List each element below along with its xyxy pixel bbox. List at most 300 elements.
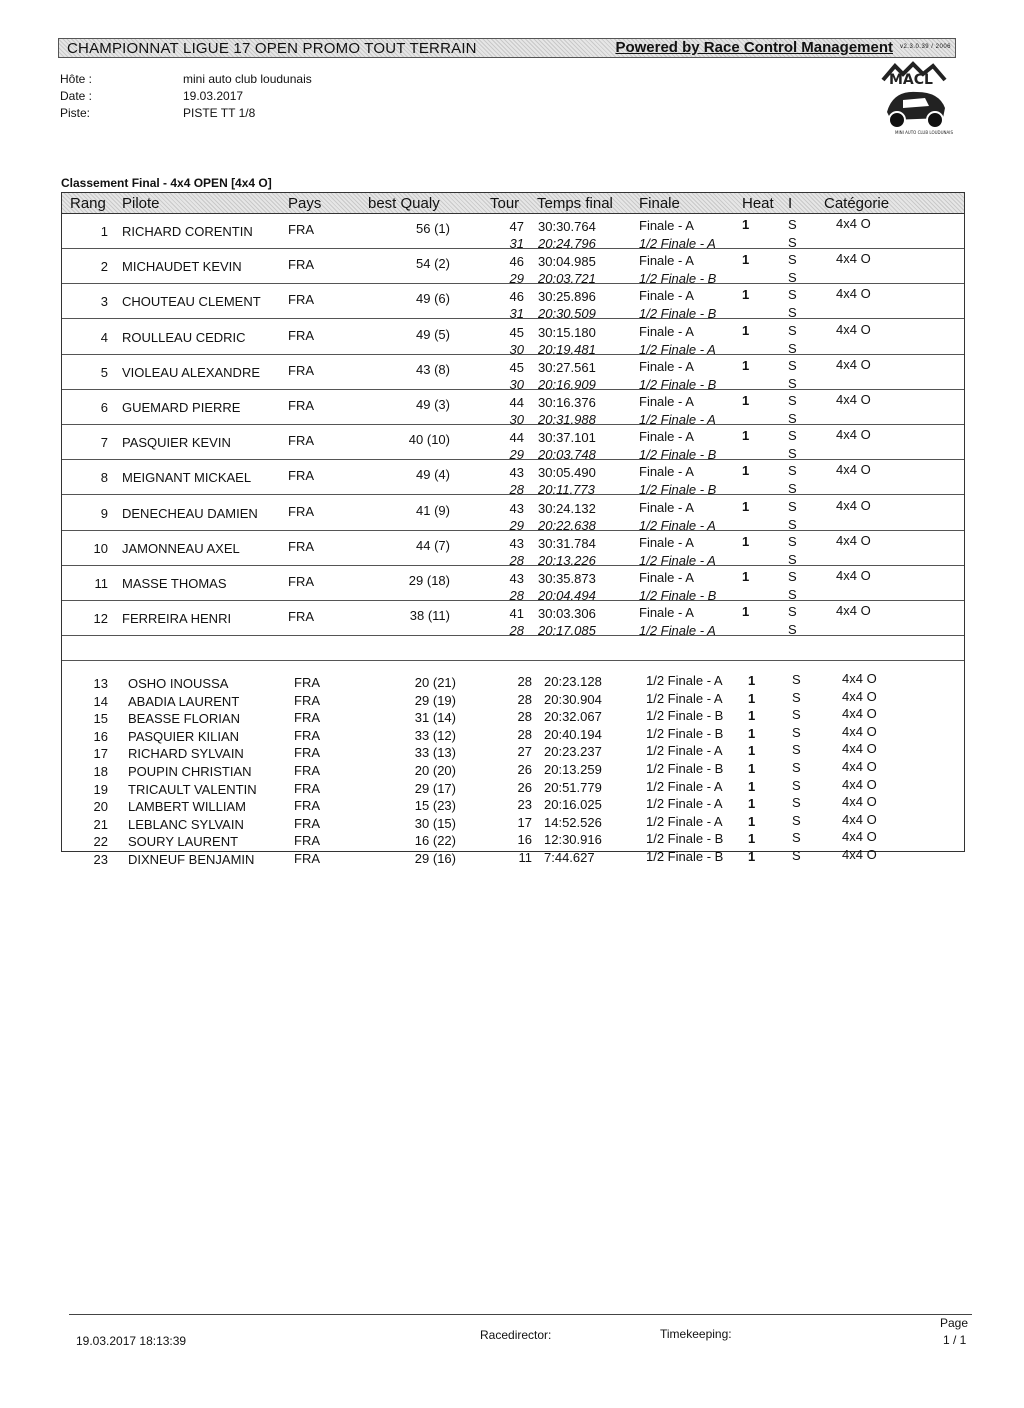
heat-cell: 1 bbox=[742, 252, 750, 268]
laps-cell: 16 bbox=[517, 832, 532, 848]
final-cell: Finale - A bbox=[639, 358, 694, 374]
rank-cell: 19 bbox=[93, 781, 108, 797]
i-cell: S bbox=[792, 724, 801, 740]
heat-cell: 1 bbox=[742, 463, 750, 479]
semi-time-cell: 20:13.226 bbox=[538, 552, 596, 568]
category-cell: 4x4 O bbox=[836, 427, 871, 443]
semi-final-cell: 1/2 Finale - B bbox=[639, 306, 717, 322]
pilot-cell: MASSE THOMAS bbox=[122, 576, 227, 591]
semi-time-cell: 20:31.988 bbox=[538, 412, 596, 427]
semi-time-cell: 20:11.773 bbox=[538, 482, 595, 498]
row-divider bbox=[62, 424, 964, 425]
powered-by-label: Powered by Race Control Management bbox=[615, 39, 893, 56]
semi-final-cell: 1/2 Finale - A bbox=[639, 412, 716, 427]
semi-laps-cell: 31 bbox=[509, 236, 524, 251]
final-cell: 1/2 Finale - A bbox=[646, 673, 723, 688]
col-tour: Tour bbox=[490, 195, 520, 212]
macl-car-logo-icon bbox=[873, 60, 959, 140]
col-finale: Finale bbox=[639, 195, 680, 212]
best-qualy-cell: 43 (8) bbox=[416, 361, 450, 377]
footer-page-label: Page bbox=[940, 1316, 969, 1330]
semi-time-cell: 20:22.638 bbox=[538, 517, 596, 533]
col-heat: Heat bbox=[742, 195, 774, 212]
semi-i-cell: S bbox=[788, 340, 797, 356]
pilot-cell: DENECHEAU DAMIEN bbox=[122, 505, 258, 521]
heat-cell: 1 bbox=[742, 604, 750, 620]
i-cell: S bbox=[788, 533, 797, 549]
rank-cell: 11 bbox=[94, 576, 108, 591]
category-cell: 4x4 O bbox=[842, 776, 877, 792]
category-cell: 4x4 O bbox=[842, 811, 877, 827]
final-time-cell: 30:30.764 bbox=[538, 219, 596, 234]
country-cell: FRA bbox=[288, 468, 314, 484]
pilot-cell: RICHARD SYLVAIN bbox=[128, 746, 244, 762]
pilot-cell: POUPIN CHRISTIAN bbox=[128, 764, 252, 779]
laps-cell: 43 bbox=[509, 500, 524, 516]
best-qualy-cell: 49 (3) bbox=[416, 397, 450, 412]
semi-final-cell: 1/2 Finale - A bbox=[639, 623, 716, 639]
semi-i-cell: S bbox=[788, 411, 797, 426]
final-time-cell: 30:35.873 bbox=[538, 571, 596, 586]
footer-divider bbox=[69, 1314, 972, 1315]
category-cell: 4x4 O bbox=[842, 671, 877, 686]
category-cell: 4x4 O bbox=[836, 532, 871, 548]
pilot-cell: LEBLANC SYLVAIN bbox=[128, 816, 244, 832]
best-qualy-cell: 44 (7) bbox=[416, 537, 450, 553]
category-cell: 4x4 O bbox=[842, 759, 877, 774]
row-divider bbox=[62, 248, 964, 249]
pilot-cell: SOURY LAURENT bbox=[128, 834, 239, 850]
semi-time-cell: 20:30.509 bbox=[538, 306, 596, 322]
row-divider bbox=[62, 660, 964, 661]
row-divider bbox=[62, 389, 964, 390]
best-qualy-cell: 49 (5) bbox=[416, 326, 450, 342]
heat-cell: 1 bbox=[742, 428, 750, 444]
category-cell: 4x4 O bbox=[842, 741, 877, 757]
heat-cell: 1 bbox=[748, 796, 756, 812]
i-cell: S bbox=[788, 428, 797, 444]
final-time-cell: 20:23.237 bbox=[544, 744, 602, 760]
pilot-cell: FERREIRA HENRI bbox=[122, 611, 232, 627]
final-cell: Finale - A bbox=[639, 394, 694, 409]
final-time-cell: 30:27.561 bbox=[538, 359, 596, 375]
country-cell: FRA bbox=[294, 763, 320, 778]
laps-cell: 26 bbox=[517, 762, 532, 777]
title-banner bbox=[58, 38, 956, 58]
final-time-cell: 30:25.896 bbox=[538, 289, 596, 305]
row-divider bbox=[62, 635, 964, 636]
best-qualy-cell: 49 (6) bbox=[416, 291, 450, 307]
semi-i-cell: S bbox=[788, 481, 797, 497]
final-time-cell: 30:24.132 bbox=[538, 500, 596, 516]
heat-cell: 1 bbox=[748, 690, 756, 706]
row-divider bbox=[62, 459, 964, 460]
heat-cell: 1 bbox=[742, 287, 750, 303]
pilot-cell: LAMBERT WILLIAM bbox=[128, 799, 246, 815]
best-qualy-cell: 31 (14) bbox=[414, 710, 456, 726]
semi-time-cell: 20:04.494 bbox=[538, 588, 596, 603]
final-time-cell: 20:40.194 bbox=[544, 726, 602, 742]
final-cell: 1/2 Finale - A bbox=[646, 796, 723, 812]
row-divider bbox=[62, 283, 964, 284]
rank-cell: 23 bbox=[93, 852, 108, 867]
rank-cell: 13 bbox=[93, 676, 108, 691]
semi-final-cell: 1/2 Finale - B bbox=[639, 376, 717, 392]
final-time-cell: 20:30.904 bbox=[544, 691, 602, 707]
i-cell: S bbox=[788, 604, 797, 620]
final-time-cell: 20:13.259 bbox=[544, 762, 602, 777]
rank-cell: 20 bbox=[93, 799, 108, 815]
final-time-cell: 30:03.306 bbox=[538, 606, 596, 622]
pilot-cell: PASQUIER KILIAN bbox=[128, 728, 240, 744]
final-time-cell: 20:23.128 bbox=[544, 674, 602, 689]
final-time-cell: 20:16.025 bbox=[544, 797, 602, 813]
semi-i-cell: S bbox=[788, 622, 797, 638]
final-cell: 1/2 Finale - B bbox=[646, 708, 724, 724]
country-cell: FRA bbox=[288, 362, 314, 378]
final-cell: 1/2 Finale - B bbox=[646, 849, 724, 864]
semi-final-cell: 1/2 Finale - A bbox=[639, 517, 716, 533]
category-cell: 4x4 O bbox=[842, 794, 877, 810]
best-qualy-cell: 29 (17) bbox=[414, 780, 456, 796]
semi-i-cell: S bbox=[788, 375, 797, 391]
best-qualy-cell: 56 (1) bbox=[416, 221, 450, 236]
row-divider bbox=[62, 565, 964, 566]
laps-cell: 46 bbox=[509, 254, 524, 270]
rank-cell: 15 bbox=[93, 711, 108, 727]
country-cell: FRA bbox=[288, 327, 314, 343]
laps-cell: 17 bbox=[517, 814, 532, 830]
best-qualy-cell: 33 (12) bbox=[414, 727, 456, 743]
laps-cell: 45 bbox=[509, 324, 524, 340]
rank-cell: 9 bbox=[100, 505, 108, 521]
laps-cell: 28 bbox=[517, 674, 532, 689]
laps-cell: 41 bbox=[509, 606, 524, 622]
rank-cell: 4 bbox=[100, 329, 108, 345]
pilot-cell: TRICAULT VALENTIN bbox=[128, 781, 257, 797]
row-divider bbox=[62, 530, 964, 531]
final-time-cell: 14:52.526 bbox=[544, 814, 602, 830]
country-cell: FRA bbox=[288, 398, 314, 413]
country-cell: FRA bbox=[288, 503, 314, 519]
heat-cell: 1 bbox=[748, 849, 756, 864]
semi-time-cell: 20:19.481 bbox=[538, 341, 596, 357]
heat-cell: 1 bbox=[742, 533, 750, 549]
best-qualy-cell: 15 (23) bbox=[414, 798, 456, 814]
semi-laps-cell: 28 bbox=[509, 623, 524, 639]
final-cell: Finale - A bbox=[639, 570, 694, 585]
rank-cell: 16 bbox=[93, 728, 108, 744]
col-i: I bbox=[788, 195, 793, 212]
country-cell: FRA bbox=[288, 222, 314, 237]
laps-cell: 46 bbox=[509, 289, 524, 305]
i-cell: S bbox=[792, 848, 801, 863]
best-qualy-cell: 40 (10) bbox=[408, 432, 450, 448]
laps-cell: 45 bbox=[509, 359, 524, 375]
best-qualy-cell: 29 (18) bbox=[408, 573, 450, 588]
pilot-cell: CHOUTEAU CLEMENT bbox=[122, 294, 261, 310]
table-header bbox=[61, 192, 965, 214]
category-cell: 4x4 O bbox=[842, 706, 877, 722]
final-time-cell: 30:31.784 bbox=[538, 535, 596, 551]
final-cell: Finale - A bbox=[639, 429, 694, 445]
category-cell: 4x4 O bbox=[842, 847, 877, 862]
i-cell: S bbox=[788, 287, 797, 303]
final-time-cell: 30:05.490 bbox=[538, 465, 596, 481]
country-cell: FRA bbox=[294, 745, 320, 761]
country-cell: FRA bbox=[288, 433, 314, 449]
final-cell: 1/2 Finale - B bbox=[646, 761, 724, 776]
meta-track-label: Piste: bbox=[60, 106, 91, 120]
semi-i-cell: S bbox=[788, 587, 797, 602]
category-cell: 4x4 O bbox=[842, 829, 877, 845]
rank-cell: 2 bbox=[100, 259, 108, 275]
i-cell: S bbox=[788, 498, 797, 514]
country-cell: FRA bbox=[294, 851, 320, 866]
semi-final-cell: 1/2 Finale - A bbox=[639, 552, 716, 568]
footer-timekeeping: Timekeeping: bbox=[660, 1327, 732, 1341]
classification-title: Classement Final - 4x4 OPEN [4x4 O] bbox=[61, 176, 272, 190]
best-qualy-cell: 49 (4) bbox=[416, 467, 450, 483]
semi-i-cell: S bbox=[788, 446, 797, 462]
final-cell: Finale - A bbox=[639, 323, 694, 339]
final-time-cell: 30:16.376 bbox=[538, 395, 596, 410]
country-cell: FRA bbox=[288, 574, 314, 589]
best-qualy-cell: 30 (15) bbox=[414, 815, 456, 831]
rank-cell: 3 bbox=[100, 294, 108, 310]
results-table bbox=[61, 192, 965, 867]
semi-i-cell: S bbox=[788, 551, 797, 567]
semi-time-cell: 20:03.721 bbox=[538, 271, 596, 287]
col-temps-final: Temps final bbox=[537, 195, 613, 212]
semi-final-cell: 1/2 Finale - B bbox=[639, 271, 717, 287]
country-cell: FRA bbox=[288, 257, 314, 273]
country-cell: FRA bbox=[294, 815, 320, 831]
col-best-qualy: best Qualy bbox=[368, 195, 440, 212]
country-cell: FRA bbox=[288, 538, 314, 554]
semi-laps-cell: 28 bbox=[509, 588, 524, 603]
i-cell: S bbox=[792, 689, 801, 705]
laps-cell: 26 bbox=[517, 779, 532, 795]
i-cell: S bbox=[792, 777, 801, 793]
i-cell: S bbox=[788, 322, 797, 338]
semi-time-cell: 20:16.909 bbox=[538, 376, 596, 392]
rank-cell: 6 bbox=[100, 400, 108, 415]
footer-datetime: 19.03.2017 18:13:39 bbox=[76, 1334, 187, 1348]
rank-cell: 1 bbox=[100, 224, 108, 239]
laps-cell: 43 bbox=[509, 535, 524, 551]
championship-title: CHAMPIONNAT LIGUE 17 OPEN PROMO TOUT TERRAIN bbox=[67, 40, 477, 57]
col-pays: Pays bbox=[288, 195, 322, 212]
logo-text: MACL bbox=[889, 72, 933, 88]
best-qualy-cell: 16 (22) bbox=[414, 833, 456, 849]
laps-cell: 47 bbox=[509, 219, 524, 234]
col-categorie: Catégorie bbox=[824, 195, 890, 212]
rank-cell: 12 bbox=[93, 611, 108, 627]
heat-cell: 1 bbox=[742, 393, 750, 408]
country-cell: FRA bbox=[294, 692, 320, 708]
table-body bbox=[61, 214, 965, 867]
category-cell: 4x4 O bbox=[836, 286, 871, 302]
semi-laps-cell: 30 bbox=[509, 412, 524, 427]
rank-cell: 22 bbox=[93, 834, 108, 850]
footer-page-value: 1 / 1 bbox=[943, 1333, 967, 1347]
best-qualy-cell: 20 (20) bbox=[414, 763, 456, 778]
pilot-cell: PASQUIER KEVIN bbox=[122, 435, 231, 451]
i-cell: S bbox=[788, 393, 797, 408]
pilot-cell: VIOLEAU ALEXANDRE bbox=[122, 364, 260, 380]
final-cell: Finale - A bbox=[639, 288, 694, 304]
i-cell: S bbox=[792, 707, 801, 723]
laps-cell: 43 bbox=[509, 465, 524, 481]
category-cell: 4x4 O bbox=[836, 392, 871, 407]
heat-cell: 1 bbox=[742, 498, 750, 514]
meta-host-label: Hôte : bbox=[60, 72, 93, 86]
heat-cell: 1 bbox=[742, 569, 750, 584]
laps-cell: 44 bbox=[509, 430, 524, 446]
semi-laps-cell: 31 bbox=[509, 306, 524, 322]
i-cell: S bbox=[788, 357, 797, 373]
pilot-cell: GUEMARD PIERRE bbox=[122, 400, 241, 415]
heat-cell: 1 bbox=[748, 725, 756, 741]
country-cell: FRA bbox=[294, 675, 320, 690]
category-cell: 4x4 O bbox=[836, 603, 871, 619]
i-cell: S bbox=[788, 217, 797, 232]
final-time-cell: 7:44.627 bbox=[544, 850, 595, 865]
category-cell: 4x4 O bbox=[836, 462, 871, 478]
laps-cell: 28 bbox=[517, 726, 532, 742]
final-cell: Finale - A bbox=[639, 218, 694, 233]
country-cell: FRA bbox=[288, 609, 314, 625]
country-cell: FRA bbox=[294, 798, 320, 814]
final-cell: Finale - A bbox=[639, 253, 694, 269]
pilot-cell: DIXNEUF BENJAMIN bbox=[128, 852, 255, 867]
final-time-cell: 30:15.180 bbox=[538, 324, 596, 340]
best-qualy-cell: 29 (19) bbox=[414, 692, 456, 708]
best-qualy-cell: 20 (21) bbox=[414, 675, 456, 690]
i-cell: S bbox=[788, 569, 797, 584]
final-cell: Finale - A bbox=[639, 605, 694, 621]
heat-cell: 1 bbox=[742, 322, 750, 338]
semi-time-cell: 20:24.796 bbox=[538, 236, 596, 251]
category-cell: 4x4 O bbox=[836, 216, 871, 231]
semi-laps-cell: 30 bbox=[509, 341, 524, 357]
final-time-cell: 20:51.779 bbox=[544, 779, 602, 795]
pilot-cell: MEIGNANT MICKAEL bbox=[122, 470, 252, 486]
version-label: v2.3.0.39 / 2006 bbox=[899, 44, 951, 50]
heat-cell: 1 bbox=[748, 761, 756, 776]
meta-date-value: 19.03.2017 bbox=[183, 89, 244, 103]
category-cell: 4x4 O bbox=[836, 356, 871, 372]
row-divider bbox=[62, 494, 964, 495]
semi-laps-cell: 30 bbox=[509, 376, 524, 392]
i-cell: S bbox=[792, 672, 801, 687]
heat-cell: 1 bbox=[748, 778, 756, 794]
heat-cell: 1 bbox=[748, 708, 756, 724]
heat-cell: 1 bbox=[748, 673, 756, 688]
country-cell: FRA bbox=[294, 833, 320, 849]
heat-cell: 1 bbox=[742, 217, 750, 232]
category-cell: 4x4 O bbox=[836, 321, 871, 337]
country-cell: FRA bbox=[294, 710, 320, 726]
semi-laps-cell: 29 bbox=[509, 447, 524, 463]
semi-laps-cell: 28 bbox=[509, 482, 524, 498]
final-cell: 1/2 Finale - A bbox=[646, 743, 723, 759]
final-cell: Finale - A bbox=[639, 534, 694, 550]
final-time-cell: 12:30.916 bbox=[544, 832, 602, 848]
i-cell: S bbox=[792, 812, 801, 828]
rank-cell: 14 bbox=[93, 693, 108, 709]
pilot-cell: OSHO INOUSSA bbox=[128, 676, 229, 691]
pilot-cell: MICHAUDET KEVIN bbox=[122, 259, 242, 275]
category-cell: 4x4 O bbox=[836, 497, 871, 513]
semi-i-cell: S bbox=[788, 270, 797, 286]
rank-cell: 5 bbox=[100, 364, 108, 380]
final-time-cell: 30:04.985 bbox=[538, 254, 596, 270]
semi-final-cell: 1/2 Finale - B bbox=[639, 588, 717, 603]
final-cell: 1/2 Finale - A bbox=[646, 813, 723, 829]
heat-cell: 1 bbox=[748, 831, 756, 847]
i-cell: S bbox=[788, 463, 797, 479]
row-divider bbox=[62, 318, 964, 319]
final-cell: 1/2 Finale - A bbox=[646, 690, 723, 706]
i-cell: S bbox=[792, 742, 801, 758]
semi-i-cell: S bbox=[788, 235, 797, 250]
final-cell: 1/2 Finale - B bbox=[646, 831, 724, 847]
best-qualy-cell: 38 (11) bbox=[409, 608, 450, 624]
col-rang: Rang bbox=[70, 195, 106, 212]
pilot-cell: ROULLEAU CEDRIC bbox=[122, 329, 246, 345]
i-cell: S bbox=[792, 795, 801, 811]
pilot-cell: RICHARD CORENTIN bbox=[122, 224, 253, 239]
heat-cell: 1 bbox=[748, 743, 756, 759]
pilot-cell: JAMONNEAU AXEL bbox=[122, 540, 240, 556]
semi-time-cell: 20:03.748 bbox=[538, 447, 596, 463]
laps-cell: 44 bbox=[509, 395, 524, 410]
row-divider bbox=[62, 354, 964, 355]
col-pilote: Pilote bbox=[122, 195, 160, 212]
laps-cell: 27 bbox=[517, 744, 532, 760]
semi-final-cell: 1/2 Finale - B bbox=[639, 482, 717, 498]
category-cell: 4x4 O bbox=[836, 568, 871, 583]
final-cell: Finale - A bbox=[639, 464, 694, 480]
rank-cell: 21 bbox=[93, 816, 108, 832]
final-cell: Finale - A bbox=[639, 499, 694, 515]
country-cell: FRA bbox=[294, 727, 320, 743]
final-time-cell: 30:37.101 bbox=[538, 430, 596, 446]
footer-racedirector: Racedirector: bbox=[480, 1328, 552, 1342]
laps-cell: 28 bbox=[517, 691, 532, 707]
row-divider bbox=[62, 600, 964, 601]
best-qualy-cell: 54 (2) bbox=[416, 256, 450, 272]
best-qualy-cell: 33 (13) bbox=[414, 745, 456, 761]
laps-cell: 28 bbox=[517, 709, 532, 725]
semi-final-cell: 1/2 Finale - A bbox=[639, 341, 716, 357]
best-qualy-cell: 41 (9) bbox=[416, 502, 450, 518]
i-cell: S bbox=[792, 760, 801, 775]
i-cell: S bbox=[792, 830, 801, 846]
rank-cell: 10 bbox=[93, 540, 108, 556]
country-cell: FRA bbox=[288, 292, 314, 308]
pilot-cell: BEASSE FLORIAN bbox=[128, 711, 240, 727]
category-cell: 4x4 O bbox=[836, 251, 871, 267]
semi-laps-cell: 29 bbox=[509, 517, 524, 533]
semi-i-cell: S bbox=[788, 305, 797, 321]
category-cell: 4x4 O bbox=[842, 688, 877, 704]
pilot-cell: ABADIA LAURENT bbox=[128, 693, 240, 709]
laps-cell: 43 bbox=[509, 571, 524, 586]
semi-laps-cell: 28 bbox=[509, 552, 524, 568]
